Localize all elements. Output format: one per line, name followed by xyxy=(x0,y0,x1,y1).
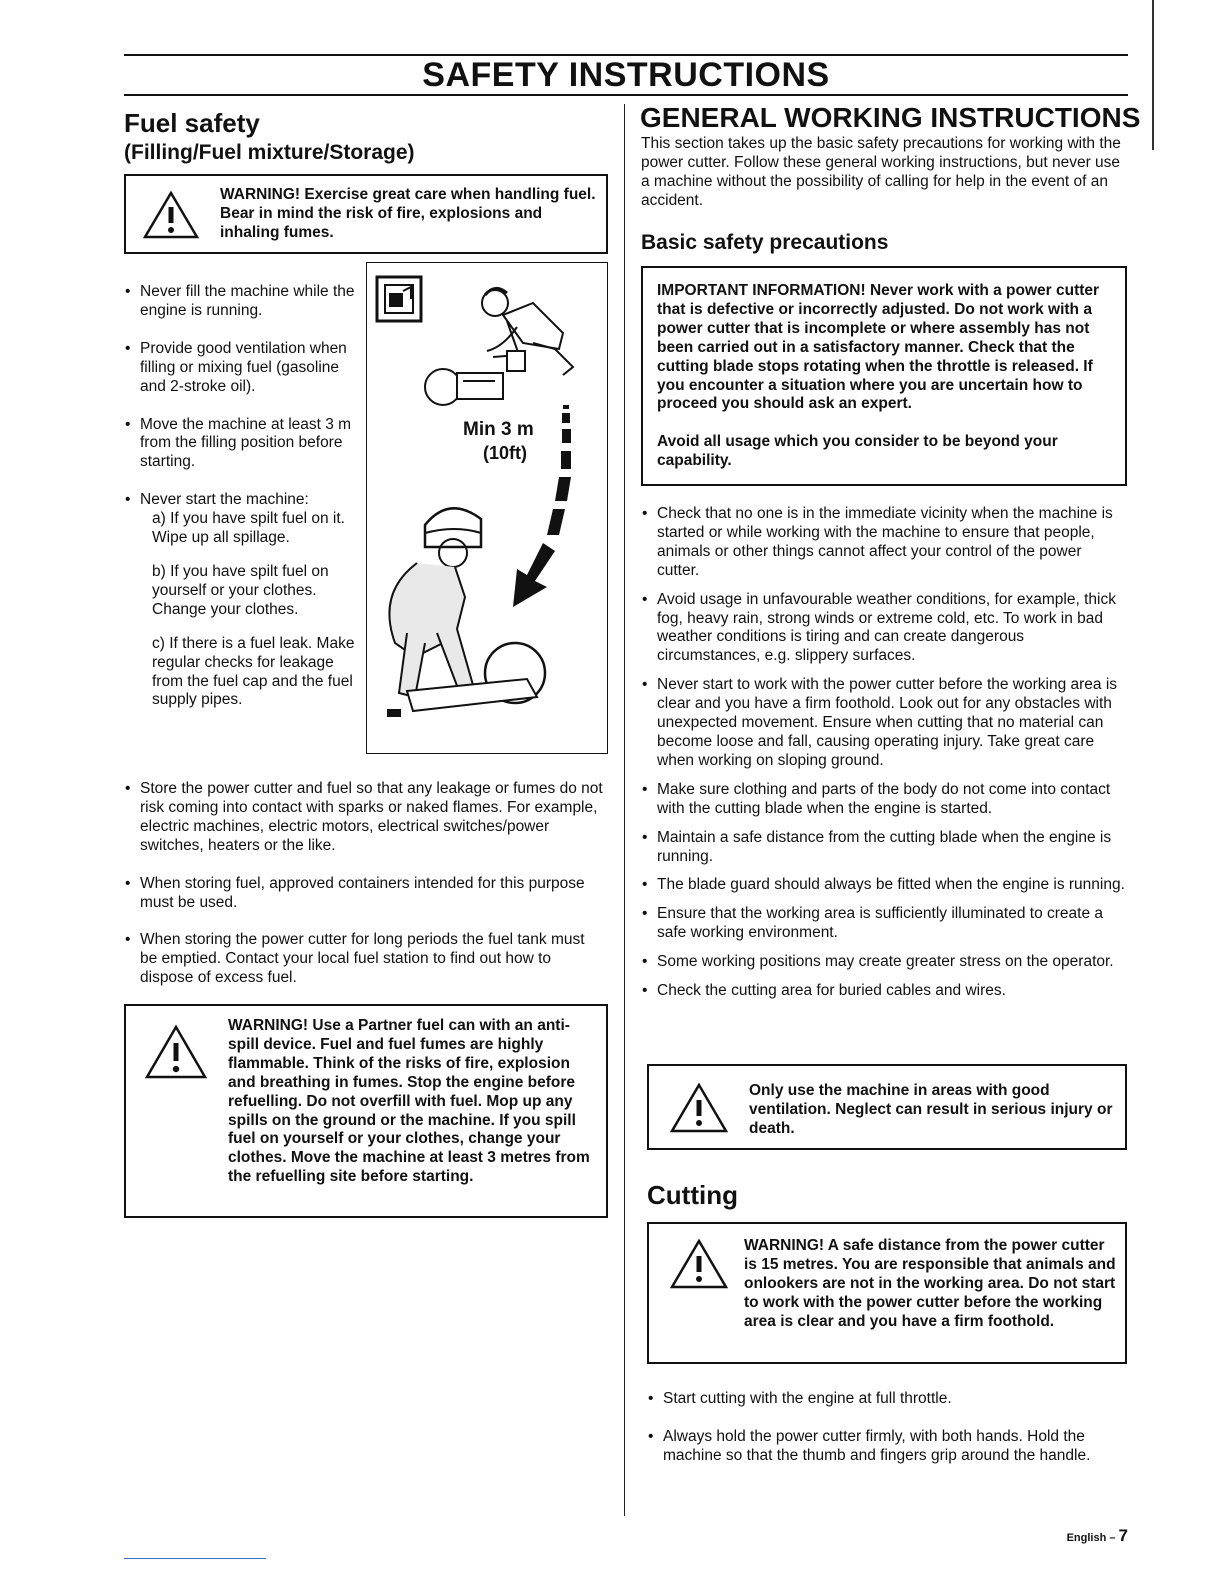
fuel-warning-box xyxy=(124,174,608,254)
fuel-warning-text: WARNING! Exercise great care when handling fuel. Bear in mind the risk of fire, explosions and inhaling fumes. xyxy=(220,186,596,241)
footer-separator: – xyxy=(1106,1532,1119,1544)
list-item: • Maintain a safe distance from the cutting blade when the engine is running. xyxy=(641,829,1127,867)
list-item: • When storing the power cutter for long periods the fuel tank must be emptied. Contact your local fuel station to find out how to dispose of excess fuel. xyxy=(124,931,604,988)
fuel-safety-heading: Fuel safety xyxy=(124,108,260,138)
list-item: • When storing fuel, approved containers intended for this purpose must be used. xyxy=(124,875,604,913)
list-item: • Never start to work with the power cutter before the working area is clear and you have a firm foothold. Look out for any obstacles with unexpected movement. Ensure when cutting that no material can become loose and fall, causing operating injury. Take great care when working on sloping ground. xyxy=(641,676,1127,771)
list-item: • The blade guard should always be fitted when the engine is running. xyxy=(641,876,1127,895)
list-item: • Provide good ventilation when filling or mixing fuel (gasoline and 2-stroke oil). xyxy=(124,340,364,397)
list-item: • Avoid usage in unfavourable weather conditions, for example, thick fog, heavy rain, strong winds or extreme cold, etc. To work in bad weather conditions is tiring and can create dangerous circumstances, e.g. slippery surfaces. xyxy=(641,591,1127,667)
list-item: • Move the machine at least 3 m from the filling position before starting. xyxy=(124,416,364,473)
column-divider xyxy=(624,104,625,1516)
scan-edge-line xyxy=(1152,0,1154,150)
page-title: SAFETY INSTRUCTIONS xyxy=(422,56,830,94)
page-number: 7 xyxy=(1118,1526,1128,1545)
list-item: • Never fill the machine while the engine is running. xyxy=(124,283,364,321)
warning-triangle-icon xyxy=(669,1082,729,1134)
refuel-scene-icon xyxy=(367,263,606,752)
fuel-can-warning-text: WARNING! Use a Partner fuel can with an anti-spill device. Fuel and fuel fumes are highly flammable. Think of the risks of fire, explosion and breathing in fumes. Stop the engine before refuelling. Do not overfill with fuel. Mop up any spills on the ground or the machine. If you spill fuel on yourself or your clothes, change your clothes. Move the machine at least 3 metres from the refuelling site before starting. xyxy=(228,1017,590,1186)
list-item: • Always hold the power cutter firmly, with both hands. Hold the machine so that the thumb and fingers grip around the handle. xyxy=(647,1428,1117,1466)
ventilation-warning-text: Only use the machine in areas with good ventilation. Neglect can result in serious injury or death. xyxy=(749,1082,1113,1137)
warning-triangle-icon xyxy=(142,190,200,240)
fuel-bullets-bottom xyxy=(124,780,604,988)
fuel-bullets-top xyxy=(124,283,364,710)
page-footer xyxy=(1067,1526,1128,1546)
cutting-bullets xyxy=(647,1390,1117,1466)
cutting-warning-text: WARNING! A safe distance from the power cutter is 15 metres. You are responsible that animals and onlookers are not in the working area. Do not start to work with the power cutter before the working area is clear and you have a firm foothold. xyxy=(744,1237,1116,1330)
title-rule-bottom xyxy=(124,94,1128,96)
important-info-box xyxy=(641,266,1127,486)
list-item: • Store the power cutter and fuel so that any leakage or fumes do not risk coming into contact with sparks or naked flames. For example, electric machines, electric motors, electrical switches/power switches, heaters or the like. xyxy=(124,780,604,856)
general-bullets xyxy=(641,505,1127,1001)
general-intro-text: This section takes up the basic safety precautions for working with the power cutter. Follow these general working instructions, but never use a machine without the possibility of calling for help in the event of an accident. xyxy=(641,135,1121,209)
general-instructions-heading: GENERAL WORKING INSTRUCTIONS xyxy=(640,102,1141,133)
warning-triangle-icon xyxy=(669,1238,729,1290)
distance-imperial-label: (10ft) xyxy=(483,443,527,463)
sub-item-a: a) If you have spilt fuel on it. Wipe up all spillage. xyxy=(152,510,345,547)
list-item: • Some working positions may create greater stress on the operator. xyxy=(641,953,1127,972)
ventilation-warning-box xyxy=(647,1064,1127,1150)
list-item: • Check the cutting area for buried cables and wires. xyxy=(641,982,1127,1001)
sub-item-c: c) If there is a fuel leak. Make regular checks for leakage from the fuel cap and the fuel supply pipes. xyxy=(152,634,355,709)
footer-language: English xyxy=(1066,1532,1107,1544)
important-info-text: IMPORTANT INFORMATION! Never work with a power cutter that is defective or incorrectly adjusted. Do not work with a power cutter that is incomplete or where assembly has not been carried out in a satisfactory manner. Check that the cutting blade stops rotating when the throttle is released. If you encounter a situation where you are uncertain how to proceed you should ask an expert. xyxy=(657,282,1100,413)
cutting-heading: Cutting xyxy=(647,1180,738,1210)
sub-item-b: b) If you have spilt fuel on yourself or your clothes. Change your clothes. xyxy=(152,562,329,618)
fuel-safety-subheading: (Filling/Fuel mixture/Storage) xyxy=(124,141,415,164)
list-item: • Make sure clothing and parts of the body do not come into contact with the cutting blade when the engine is started. xyxy=(641,781,1127,819)
fuel-can-warning-box xyxy=(124,1004,608,1218)
refuel-distance-illustration xyxy=(366,262,608,754)
list-item: • Never start the machine: xyxy=(124,491,364,510)
list-item: • Start cutting with the engine at full throttle. xyxy=(647,1390,1117,1409)
distance-label: Min 3 m xyxy=(463,419,534,440)
list-item: • Ensure that the working area is sufficiently illuminated to create a safe working environment. xyxy=(641,905,1127,943)
warning-triangle-icon xyxy=(144,1024,208,1080)
important-info-text-2: Avoid all usage which you consider to be beyond your capability. xyxy=(657,433,1058,469)
link-underline xyxy=(124,1558,266,1559)
list-item: • Check that no one is in the immediate vicinity when the machine is started or while working with the machine to ensure that people, animals or other things cannot affect your control of the power cutter. xyxy=(641,505,1127,581)
basic-precautions-heading: Basic safety precautions xyxy=(641,231,889,254)
cutting-warning-box xyxy=(647,1222,1127,1364)
